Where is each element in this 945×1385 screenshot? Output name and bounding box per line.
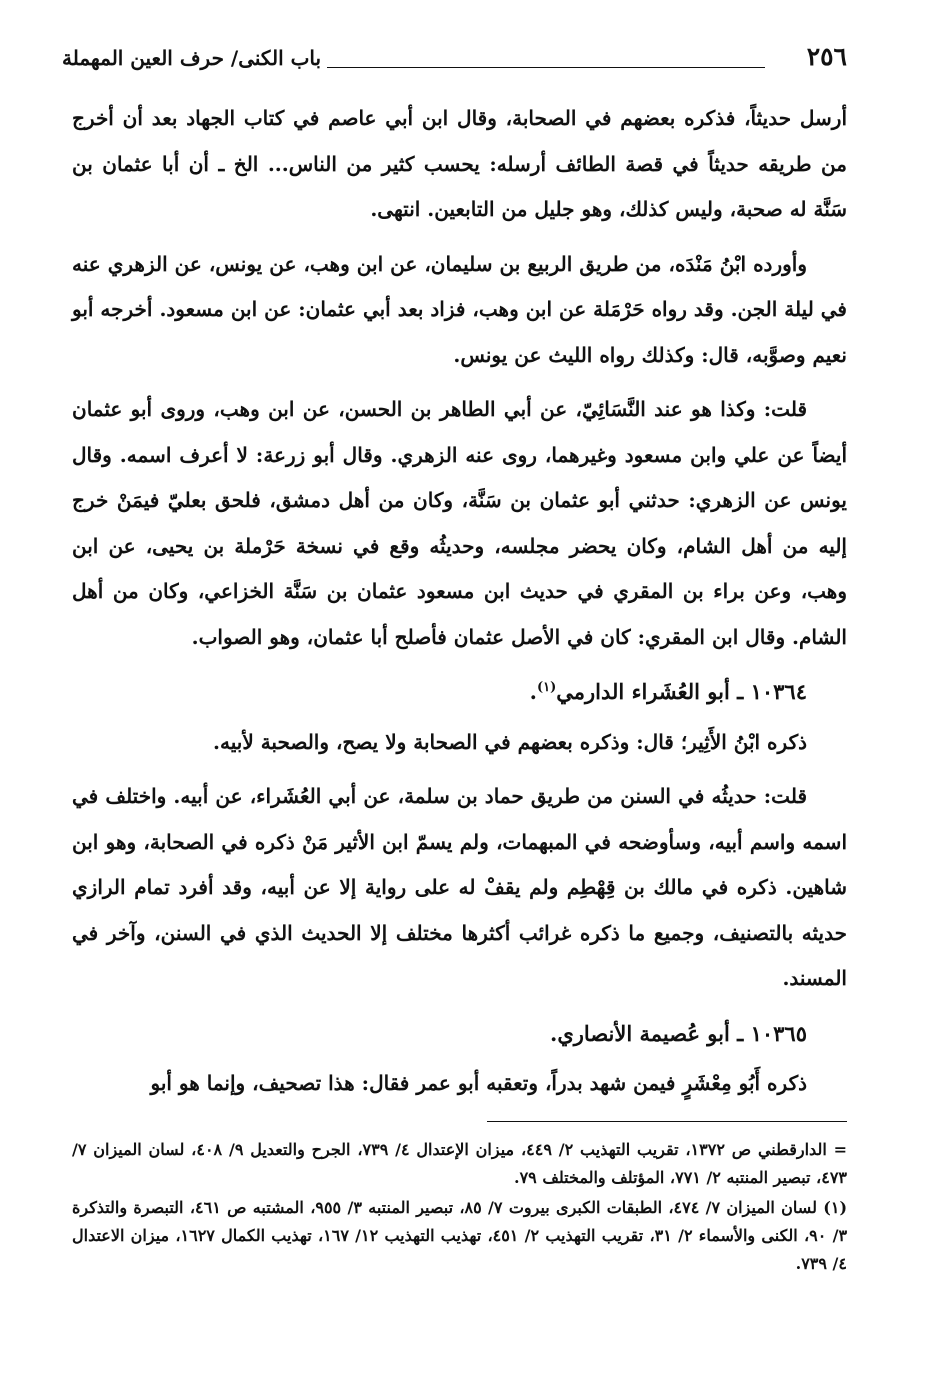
paragraph-4: ذكره ابْنُ الأَثِير؛ قال: وذكره بعضهم في الصحابة ولا يصح، والصحبة لأبيه. xyxy=(213,729,807,754)
footnote-marker: (١) xyxy=(536,680,557,695)
running-title: باب الكنى/ حرف العين المهملة xyxy=(62,46,322,70)
entry-heading-text: ١٠٣٦٤ ـ أبو العُشَراء الدارمي xyxy=(556,679,807,704)
footnote-1: (١) لسان الميزان ٧/ ٤٧٤، الطبقات الكبرى بيروت ٧/ ٨٥، تبصير المنتبه ٣/ ٩٥٥، المشتبه ص ٤٦١، التبصرة والتذكرة ٣/ ٩٠، الكنى والأسماء ٢/ ٣١، تقريب التهذيب ٢/ ٤٥١، تهذيب التهذيب ١٢/ ١٦٧، تهذيب الكمال ١٦٢٧، ميزان الاعتدال ٤/ ٧٣٩. xyxy=(72,1198,848,1273)
paragraph-6: ذكره أَبُو مِعْشَرٍ فيمن شهد بدراً، وتعقبه أبو عمر فقال: هذا تصحيف، وإنما هو أبو xyxy=(150,1071,807,1095)
page-header xyxy=(62,40,847,76)
paragraph-3: قلت: وكذا هو عند النَّسَائِيّ، عن أبي الطاهر بن الحسن، عن ابن وهب، وروى أبو عثمان أيضاً عن علي وابن مسعود وغيرهما، روى عنه الزهري. وقال أبو زرعة: لا أعرف اسمه. وقال يونس عن الزهري: حدثني أبو عثمان بن سَنَّة، وكان من أهل دمشق، فلحق بعليّ فيمَنْ خرج إليه من أهل الشام، وكان يحضر مجلسه، وحديثُه وقع في نسخة حَرْملة بن يحيى، عن ابن وهب، وعن براء بن المقري في حديث ابن مسعود عثمان بن سَنَّة الخزاعي، وكان من أهل الشام. وقال ابن المقري: كان في الأصل عثمان فأصلح أبا عثمان، وهو الصواب. xyxy=(72,397,847,649)
entry-heading-10365: ١٠٣٦٥ ـ أبو عُصيمة الأنصاري. xyxy=(550,1020,807,1046)
footnote-continued: = الدارقطني ص ١٣٧٢، تقريب التهذيب ٢/ ٤٤٩، ميزان الإعتدال ٤/ ٧٣٩، الجرح والتعديل ٩/ ٤٠٨، لسان الميزان ٧/ ٤٧٣، تبصير المنتبه ٢/ ٧٧١، المؤتلف والمختلف ٧٩. xyxy=(72,1140,848,1187)
paragraph-2: وأورده ابْنُ مَنْدَه، من طريق الربيع بن سليمان، عن ابن وهب، عن يونس، عن الزهري عنه في ليلة الجن. وقد رواه حَرْمَلة عن ابن وهب، فزاد بعد أبي عثمان: عن ابن مسعود. أخرجه أبو نعيم وصوَّبه، قال: وكذلك رواه الليث عن يونس. xyxy=(72,251,847,367)
paragraph-1: أرسل حديثاً، فذكره بعضهم في الصحابة، وقال ابن أبي عاصم في كتاب الجهاد بعد أن أخرج من طريقه حديثاً في قصة الطائف أرسله: يحسب كثير من الناس... الخ ـ أن أبا عثمان بن سَنَّة له صحبة، وليس كذلك، وهو جليل من التابعين. انتهى. xyxy=(72,106,847,221)
page-number: ٢٥٦ xyxy=(806,42,847,71)
footnote-rule xyxy=(487,1121,847,1122)
main-text xyxy=(72,96,847,1116)
entry-heading-10364: ١٠٣٦٤ ـ أبو العُشَراء الدارمي$^{(١)}$. xyxy=(529,679,807,704)
footnotes xyxy=(72,1136,847,1280)
paragraph-5: قلت: حديثُه في السنن من طريق حماد بن سلمة، عن أبي العُشَراء، عن أبيه. واختلف في اسمه واسم أبيه، وسأوضحه في المبهمات، ولم يسمّ ابن الأثير مَنْ ذكره في الصحابة، وهو ابن شاهين. ذكره في مالك بن قِهْطِم ولم يقفْ له على رواية إلا عن أبيه، وقد أفرد تمام الرازي حديثه بالتصنيف، وجميع ما ذكره غرائب أكثرها مختلف إلا الحديث الذي في السنن، وآخر في المسند. xyxy=(72,784,847,990)
header-rule xyxy=(327,67,765,68)
